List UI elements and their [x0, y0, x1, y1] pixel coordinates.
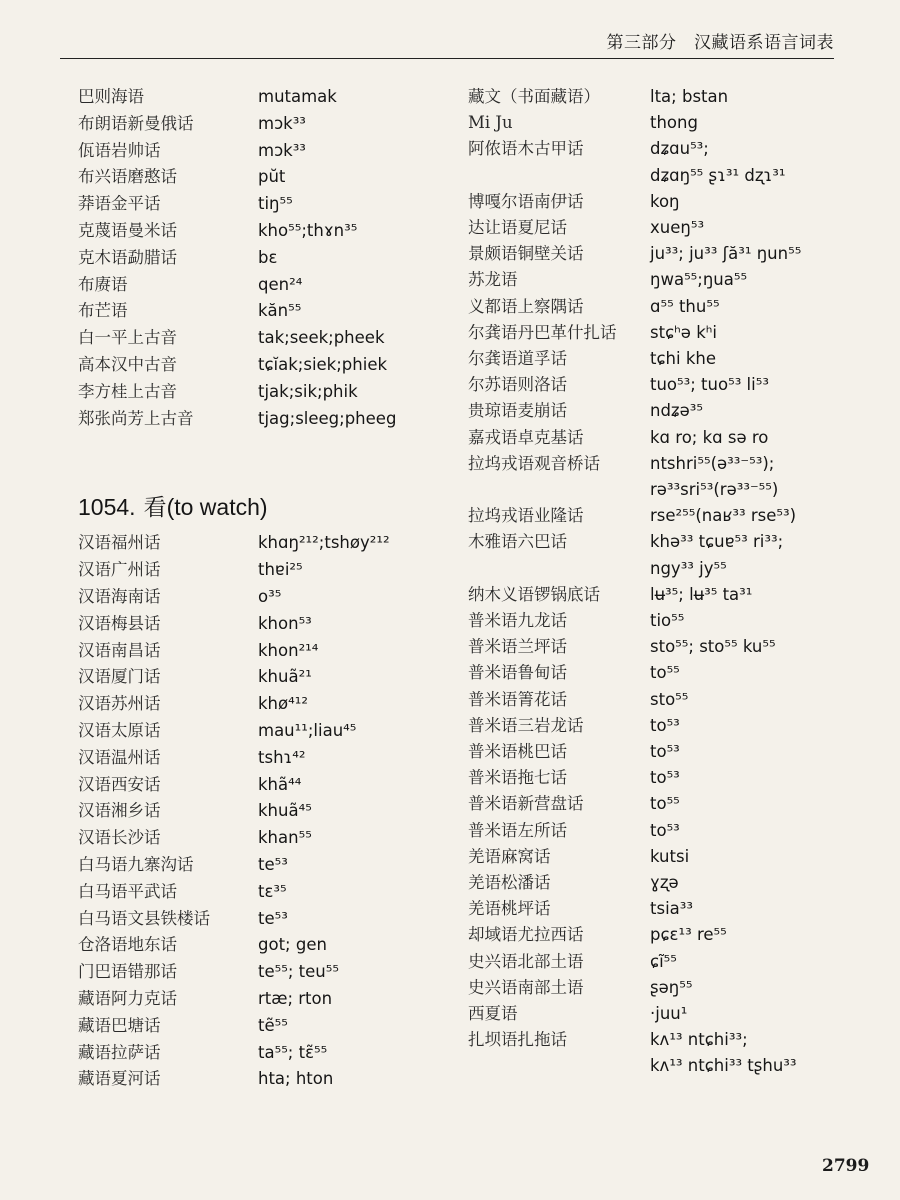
entry-row: [78, 164, 438, 191]
word-form: [650, 451, 868, 503]
entry-row: [468, 529, 868, 581]
word-form: [650, 765, 868, 791]
language-name: 布朗语新曼俄话: [78, 113, 194, 133]
entry-row: [78, 852, 438, 879]
language-name: 白一平上古音: [78, 328, 177, 348]
entry-row: [468, 713, 868, 739]
word-form: [650, 870, 868, 896]
entry-row: [468, 372, 868, 398]
entry-row: [78, 691, 438, 718]
word-form: [650, 1001, 868, 1027]
language-name: 拉坞戎语业隆话: [468, 506, 584, 526]
entry-row: [468, 1001, 868, 1027]
word-form: khø⁴¹²: [258, 694, 308, 714]
word-form-line: khə³³ tɕuɐ⁵³ ri³³;: [650, 532, 784, 552]
word-form-line: to⁵³: [650, 741, 680, 761]
language-name: 西夏语: [468, 1004, 518, 1024]
language-name: 汉语太原话: [78, 720, 161, 740]
word-form: khuã²¹: [258, 667, 312, 687]
language-name: 尔苏语则洛话: [468, 375, 567, 395]
language-name: 羌语松潘话: [468, 873, 551, 892]
language-name: 普米语鲁甸话: [468, 663, 567, 683]
entry-row: [468, 136, 868, 188]
word-form: khan⁵⁵: [258, 828, 312, 848]
word-form: khã⁴⁴: [258, 774, 302, 794]
word-form: [650, 294, 868, 320]
entry-row: [78, 825, 438, 852]
entry-row: [468, 608, 868, 634]
word-form-line: ŋwa⁵⁵;ŋua⁵⁵: [650, 270, 748, 290]
word-form: tshɿ⁴²: [258, 747, 306, 767]
language-name: 汉语湘乡话: [78, 801, 161, 821]
word-form: kho⁵⁵;thɤn³⁵: [258, 220, 358, 240]
word-form: [650, 267, 868, 293]
section-title: 看(to watch): [143, 494, 268, 521]
word-form: khɑŋ²¹²;tshøy²¹²: [258, 533, 390, 553]
language-name: 木雅语六巴话: [468, 532, 567, 552]
language-name: 藏文（书面藏语）: [468, 87, 600, 106]
word-form: [650, 241, 868, 267]
entry-row: [78, 932, 438, 959]
word-form: khuã⁴⁵: [258, 801, 312, 821]
word-form: qen²⁴: [258, 274, 303, 294]
entry-row: [78, 272, 438, 299]
word-form: [650, 84, 868, 110]
word-form: te⁵³: [258, 854, 288, 874]
page-number: 2799: [822, 1156, 870, 1176]
language-name: 义都语上察隅话: [468, 296, 584, 316]
entry-row: [468, 949, 868, 975]
language-name: 普米语箐花话: [468, 689, 567, 709]
language-name: 普米语桃巴话: [468, 741, 567, 761]
language-name: 莽语金平话: [78, 194, 161, 214]
running-head-title: 第三部分 汉藏语系语言词表: [606, 33, 834, 53]
word-form: [650, 634, 868, 660]
entry-row: [468, 660, 868, 686]
language-name: 汉语南昌话: [78, 640, 161, 660]
word-form: khon²¹⁴: [258, 640, 319, 660]
word-form: tẽ⁵⁵: [258, 1015, 288, 1035]
word-form-line: stɕʰə kʰi: [650, 322, 718, 342]
word-form: tɕĭak;siek;phiek: [258, 354, 388, 374]
language-name: 却域语尤拉西话: [468, 925, 584, 945]
entry-row: [78, 406, 438, 433]
word-form: [650, 975, 868, 1001]
language-name: 克木语勐腊话: [78, 247, 177, 267]
language-name: 汉语广州话: [78, 560, 161, 580]
word-form: mau¹¹;liau⁴⁵: [258, 720, 357, 740]
word-form-line: kʌ¹³ ntɕhi³³;: [650, 1030, 748, 1050]
entry-row: [78, 986, 438, 1013]
entry-row: [78, 611, 438, 638]
word-form: [650, 136, 868, 188]
word-form-line: pɕɛ¹³ re⁵⁵: [650, 925, 727, 945]
word-form: te⁵³: [258, 908, 288, 928]
entry-row: [468, 687, 868, 713]
language-name: 贵琼语麦崩话: [468, 401, 567, 421]
word-form-line: ndʑə³⁵: [650, 401, 703, 421]
word-form: tɛ³⁵: [258, 881, 287, 901]
word-form-line: ɣʐə: [650, 873, 679, 892]
word-form: kăn⁵⁵: [258, 301, 302, 321]
word-form-line: ·juu¹: [650, 1004, 688, 1024]
word-form-line: ʂəŋ⁵⁵: [650, 977, 693, 997]
language-name: 汉语海南话: [78, 586, 161, 606]
entry-row: [78, 530, 438, 557]
entry-row: [78, 906, 438, 933]
language-name: 克蔑语曼米话: [78, 220, 177, 240]
section-heading: [78, 492, 438, 522]
word-form: [650, 503, 868, 529]
entry-row: [78, 298, 438, 325]
entry-row: [468, 346, 868, 372]
section-number: 1054.: [78, 494, 136, 521]
word-form-line: kɑ ro; kɑ sə ro: [650, 427, 769, 447]
entry-row: [468, 896, 868, 922]
word-form-line: ntshri⁵⁵(ə³³⁻⁵³);: [650, 453, 775, 473]
word-form: te⁵⁵; teu⁵⁵: [258, 962, 339, 982]
entry-row: [468, 739, 868, 765]
entry-row: [78, 352, 438, 379]
word-form: rtæ; rton: [258, 988, 333, 1008]
word-form-line: koŋ: [650, 191, 680, 211]
entry-row: [468, 241, 868, 267]
language-name: 白马语九寨沟话: [78, 854, 194, 874]
entry-row: [78, 798, 438, 825]
entry-list-to-watch: [78, 530, 438, 1093]
right-column: [468, 84, 868, 1080]
language-name: 布兴语磨憨话: [78, 167, 177, 187]
entry-row: [468, 582, 868, 608]
entry-row: [468, 84, 868, 110]
word-form-line: to⁵⁵: [650, 794, 680, 814]
word-form-line: lʉ³⁵; lʉ³⁵ ta³¹: [650, 584, 753, 604]
entry-row: [468, 398, 868, 424]
word-form-line: tɕhi khe: [650, 349, 716, 368]
language-name: 嘉戎语卓克基话: [468, 427, 584, 447]
word-form: [650, 687, 868, 713]
language-name: 藏语阿力克话: [78, 988, 177, 1008]
word-form: tak;seek;pheek: [258, 328, 385, 348]
entry-list-continued: [78, 84, 438, 432]
word-form: thɐi²⁵: [258, 560, 303, 580]
entry-row: [78, 84, 438, 111]
entry-row: [78, 325, 438, 352]
word-form: [650, 425, 868, 451]
language-name: 佤语岩帅话: [78, 140, 161, 160]
section-gap: [78, 432, 438, 492]
language-name: 普米语九龙话: [468, 610, 567, 630]
word-form: [650, 582, 868, 608]
language-name: 普米语左所话: [468, 820, 567, 840]
word-form: [650, 844, 868, 870]
word-form: [650, 189, 868, 215]
word-form: [650, 372, 868, 398]
entry-row: [468, 425, 868, 451]
word-form: hta; hton: [258, 1069, 334, 1089]
word-form: [650, 922, 868, 948]
word-form: bɛ: [258, 247, 278, 267]
entry-row: [78, 664, 438, 691]
language-name: 普米语新营盘话: [468, 794, 584, 814]
language-name: 郑张尚芳上古音: [78, 408, 194, 428]
entry-row: [468, 975, 868, 1001]
word-form-line: rse²⁵⁵(naʁ³³ rse⁵³): [650, 506, 797, 526]
word-form-line: dʑɑŋ⁵⁵ ʂɿ³¹ dʐɿ³¹: [650, 165, 786, 185]
word-form-line: tuo⁵³; tuo⁵³ li⁵³: [650, 375, 769, 395]
entry-row: [468, 320, 868, 346]
word-form: khon⁵³: [258, 613, 312, 633]
word-form-line: ngy³³ jy⁵⁵: [650, 558, 727, 578]
entry-row: [468, 189, 868, 215]
language-name: 藏语巴塘话: [78, 1015, 161, 1035]
language-name: 汉语西安话: [78, 774, 161, 794]
entry-row: [468, 922, 868, 948]
language-name: 羌语桃坪话: [468, 899, 551, 919]
entry-row: [78, 1066, 438, 1093]
word-form-line: thong: [650, 113, 698, 133]
entry-list-right: [468, 84, 868, 1080]
language-name: 史兴语北部土语: [468, 951, 584, 971]
entry-row: [78, 379, 438, 406]
language-name: 羌语麻窝话: [468, 846, 551, 866]
entry-row: [78, 772, 438, 799]
word-form: pŭt: [258, 167, 286, 187]
word-form: tiŋ⁵⁵: [258, 194, 293, 214]
entry-row: [78, 1013, 438, 1040]
language-name: 藏语拉萨话: [78, 1042, 161, 1062]
word-form: [650, 110, 868, 136]
word-form: mɔk³³: [258, 140, 306, 160]
word-form-line: to⁵⁵: [650, 663, 680, 683]
language-name: 拉坞戎语观音桥话: [468, 453, 600, 473]
word-form: [650, 608, 868, 634]
word-form: [650, 215, 868, 241]
word-form-line: to⁵³: [650, 768, 680, 788]
entry-row: [468, 870, 868, 896]
language-name: 普米语兰坪话: [468, 637, 567, 657]
word-form-line: sto⁵⁵: [650, 689, 689, 709]
entry-row: [78, 745, 438, 772]
word-form: [650, 818, 868, 844]
language-name: 纳木义语锣锅底话: [468, 584, 600, 604]
language-name: 汉语福州话: [78, 533, 161, 553]
word-form-line: to⁵³: [650, 820, 680, 840]
language-name: 景颇语铜壁关话: [468, 244, 584, 264]
language-name: 博嘎尔语南伊话: [468, 191, 584, 211]
entry-row: [78, 879, 438, 906]
entry-row: [468, 765, 868, 791]
language-name: 达让语夏尼话: [468, 217, 567, 237]
word-form: [650, 660, 868, 686]
entry-row: [468, 844, 868, 870]
entry-row: [78, 1040, 438, 1067]
word-form-line: ɑ⁵⁵ thu⁵⁵: [650, 296, 720, 316]
entry-row: [468, 503, 868, 529]
entry-row: [78, 959, 438, 986]
word-form: [650, 398, 868, 424]
word-form: [650, 1027, 868, 1079]
entry-row: [468, 1027, 868, 1079]
language-name: 白马语平武话: [78, 881, 177, 901]
word-form: [650, 320, 868, 346]
language-name: 仓洛语地东话: [78, 935, 177, 955]
language-name: 尔龚语丹巴革什扎话: [468, 322, 617, 342]
language-name: 李方桂上古音: [78, 381, 177, 401]
language-name: 汉语长沙话: [78, 828, 161, 848]
left-column: [78, 84, 438, 1093]
entry-row: [78, 191, 438, 218]
language-name: 巴则海语: [78, 87, 144, 106]
language-name: 布赓语: [78, 274, 128, 294]
word-form: got; gen: [258, 935, 327, 955]
language-name: 史兴语南部土语: [468, 977, 584, 997]
word-form: [650, 791, 868, 817]
word-form-line: kʌ¹³ ntɕhi³³ tʂhu³³: [650, 1056, 797, 1076]
entry-row: [468, 634, 868, 660]
language-name: 尔龚语道孚话: [468, 349, 567, 368]
language-name: 门巴语错那话: [78, 962, 177, 982]
language-name: 汉语厦门话: [78, 667, 161, 687]
word-form: [650, 739, 868, 765]
word-form: o³⁵: [258, 586, 282, 606]
entry-row: [468, 267, 868, 293]
entry-row: [78, 584, 438, 611]
running-head: [60, 18, 834, 59]
entry-row: [468, 818, 868, 844]
word-form: tjak;sik;phik: [258, 381, 358, 401]
entry-row: [468, 215, 868, 241]
language-name: Mi Ju: [468, 113, 513, 133]
word-form-line: ju³³; ju³³ ʃă³¹ ŋun⁵⁵: [650, 244, 802, 264]
entry-row: [468, 110, 868, 136]
language-name: 扎坝语扎拖话: [468, 1030, 567, 1050]
word-form-line: xueŋ⁵³: [650, 217, 705, 237]
entry-row: [78, 218, 438, 245]
entry-row: [468, 451, 868, 503]
language-name: 高本汉中古音: [78, 354, 177, 374]
entry-row: [78, 718, 438, 745]
language-name: 普米语三岩龙话: [468, 715, 584, 735]
word-form-line: tio⁵⁵: [650, 610, 685, 630]
language-name: 汉语温州话: [78, 747, 161, 767]
word-form: [650, 346, 868, 372]
language-name: 藏语夏河话: [78, 1069, 161, 1089]
word-form: tjag;sleeg;pheeg: [258, 408, 397, 428]
word-form-line: to⁵³: [650, 715, 680, 735]
word-form: [650, 713, 868, 739]
entry-row: [468, 791, 868, 817]
language-name: 汉语苏州话: [78, 694, 161, 714]
entry-row: [78, 138, 438, 165]
language-name: 白马语文县铁楼话: [78, 908, 210, 928]
word-form-line: tsia³³: [650, 899, 693, 919]
word-form: ta⁵⁵; tɛ̃⁵⁵: [258, 1042, 328, 1062]
word-form: mɔk³³: [258, 113, 306, 133]
word-form: mutamak: [258, 87, 337, 106]
word-form-line: lta; bstan: [650, 87, 729, 106]
word-form-line: ɕĩ⁵⁵: [650, 951, 677, 971]
word-form-line: dʑɑu⁵³;: [650, 139, 709, 159]
entry-row: [78, 557, 438, 584]
word-form: [650, 529, 868, 581]
language-name: 汉语梅县话: [78, 613, 161, 633]
language-name: 普米语拖七话: [468, 768, 567, 788]
entry-row: [468, 294, 868, 320]
language-name: 阿侬语木古甲话: [468, 139, 584, 159]
word-form-line: sto⁵⁵; sto⁵⁵ ku⁵⁵: [650, 637, 776, 657]
word-form-line: kutsi: [650, 846, 690, 866]
entry-row: [78, 111, 438, 138]
language-name: 布芒语: [78, 301, 128, 321]
entry-row: [78, 245, 438, 272]
word-form: [650, 896, 868, 922]
word-form-line: rə³³sri⁵³(rə³³⁻⁵⁵): [650, 480, 779, 499]
language-name: 苏龙语: [468, 270, 518, 290]
entry-row: [78, 638, 438, 665]
word-form: [650, 949, 868, 975]
